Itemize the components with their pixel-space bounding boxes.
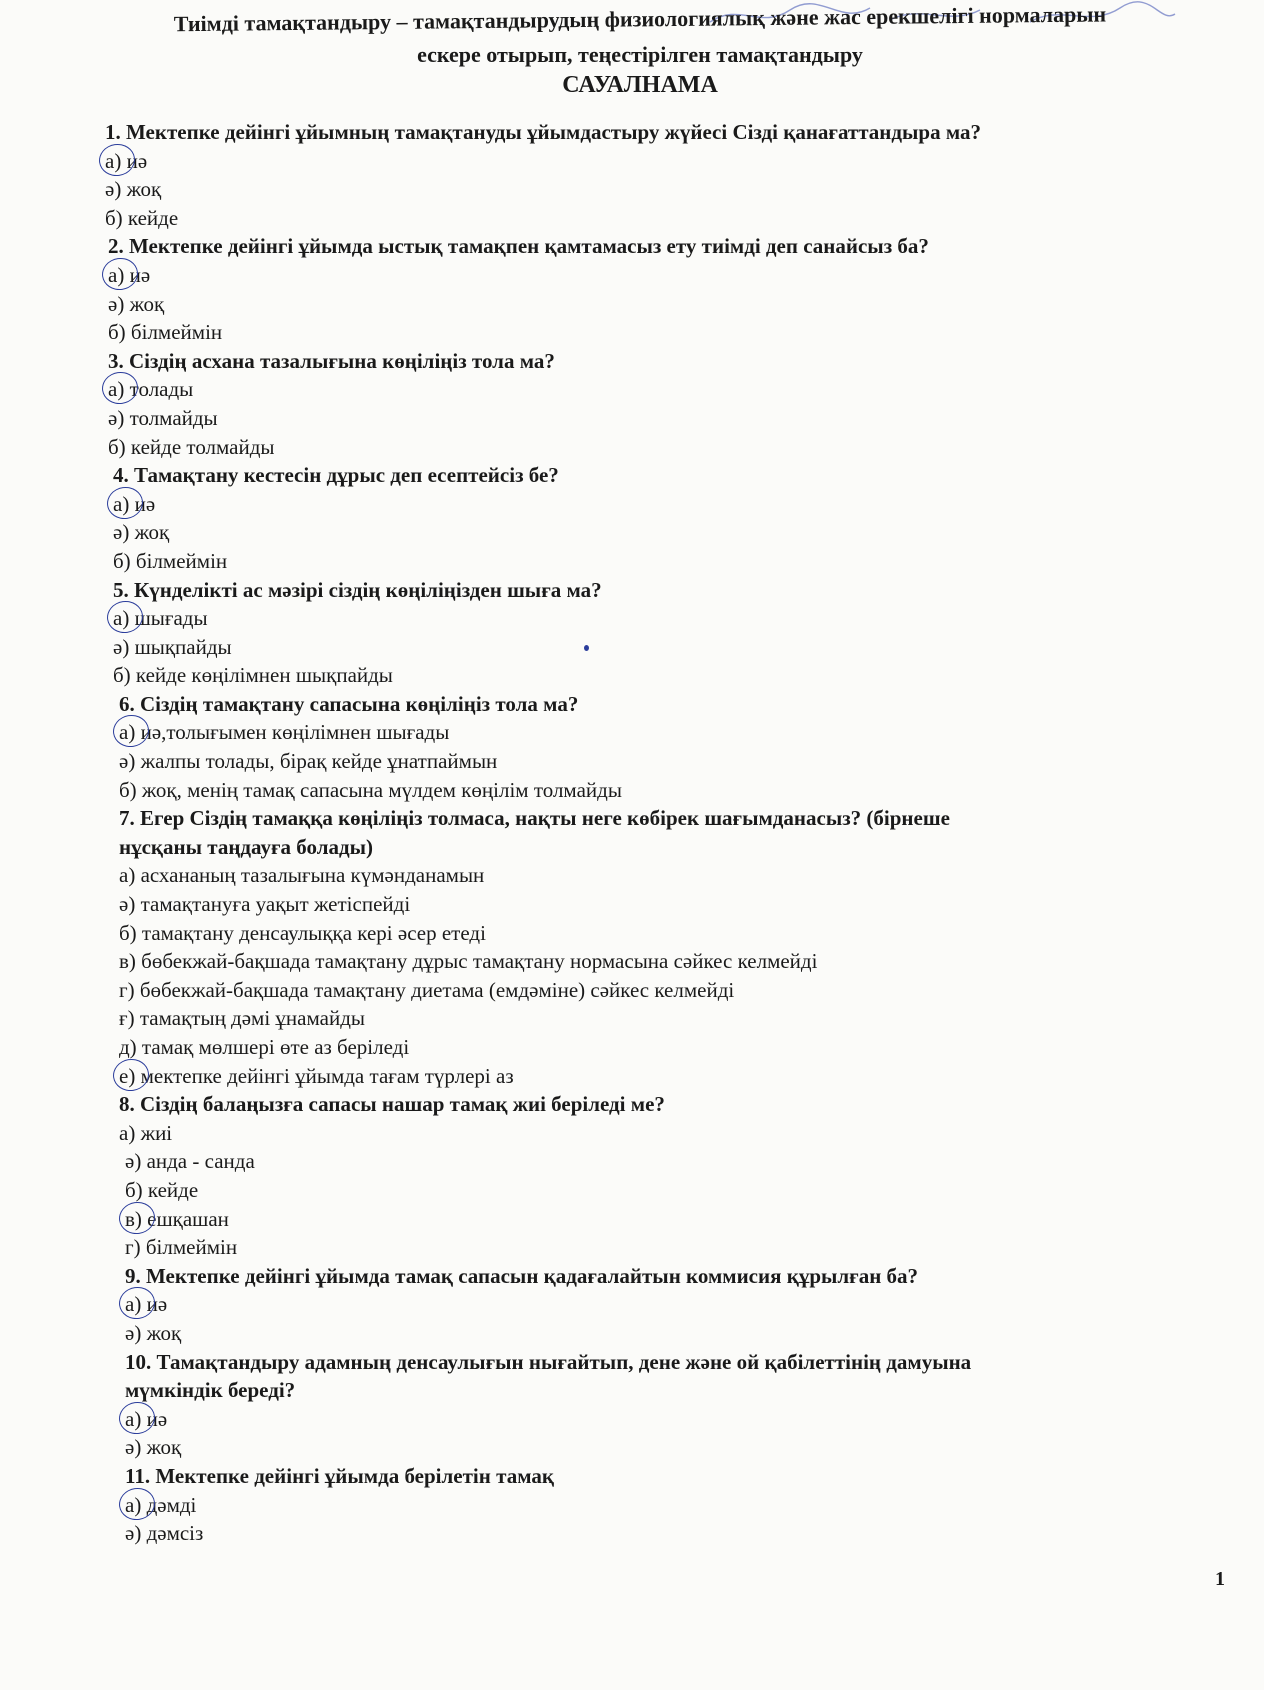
option-text: шығады (129, 606, 208, 631)
answer-option (105, 604, 1185, 633)
document-header (100, 1, 1180, 100)
question-line (105, 347, 1185, 376)
answer-option (105, 661, 1185, 690)
answer-option (105, 1176, 1185, 1205)
questionnaire (105, 118, 1185, 1548)
question-text: 1. Мектепке дейінгі ұйымның тамақтануды ұйымдастыру жүйесі Сізді қанағаттандыра ма? (105, 120, 982, 144)
answer-option (105, 1433, 1185, 1462)
answer-option (105, 1147, 1185, 1176)
option-text: д) тамақ мөлшері өте аз беріледі (119, 1035, 410, 1059)
answer-option (105, 633, 1185, 662)
answer-option (105, 261, 1185, 290)
question-text: 10. Тамақтандыру адамның денсаулығын нығайтып, дене және ой қабілеттінің дамуына (125, 1349, 972, 1374)
question-text: 5. Күнделікті ас мәзірі сіздің көңіліңізден шыға ма? (113, 577, 602, 602)
option-text: б) кейде (125, 1177, 199, 1202)
answer-option (105, 147, 1185, 176)
option-text: б) тамақтану денсаулыққа кері әсер етеді (119, 920, 486, 945)
option-letter: а) (113, 604, 129, 633)
answer-option (105, 1233, 1185, 1262)
question-line (105, 690, 1185, 719)
option-letter: в) (125, 1205, 142, 1234)
question-text: 3. Сіздің асхана тазалығына көңіліңіз тола ма? (108, 348, 555, 373)
option-text: ә) шықпайды (113, 634, 232, 659)
question-text: мүмкіндік береді? (125, 1378, 296, 1403)
answer-option (105, 747, 1185, 776)
option-text: г) бөбекжай-бақшада тамақтану диетама (емдәміне) сәйкес келмейді (119, 977, 735, 1002)
header-title: САУАЛНАМА (562, 72, 718, 98)
option-text: иә (141, 1406, 168, 1431)
answer-option (105, 776, 1185, 805)
answer-option (105, 890, 1185, 919)
option-text: мектепке дейінгі ұйымда тағам түрлері аз (135, 1063, 514, 1088)
answer-option (105, 175, 1185, 204)
option-text: ә) тамақтануға уақыт жетіспейді (119, 892, 411, 917)
option-text: иә (141, 1292, 168, 1317)
option-text: ә) жоқ (113, 520, 170, 545)
option-letter: е) (119, 1062, 135, 1091)
option-text: ешқашан (141, 1206, 229, 1231)
option-text: толады (124, 377, 194, 402)
question-line (105, 461, 1185, 490)
answer-option (105, 1519, 1185, 1548)
question-text: 11. Мектепке дейінгі ұйымда берілетін тамақ (125, 1463, 554, 1488)
question-line (105, 1262, 1185, 1291)
option-letter: а) (108, 261, 124, 290)
question-line (105, 1090, 1185, 1119)
option-letter: а) (108, 375, 124, 404)
pen-mark (584, 645, 589, 651)
option-text: б) кейде көңілімнен шықпайды (113, 663, 393, 688)
header-line-2: ескере отырып, теңестірілген тамақтандыру (417, 42, 863, 67)
option-text: б) жоқ, менің тамақ сапасына мүлдем көңілім толмайды (119, 777, 622, 802)
option-text: б) білмеймін (113, 548, 228, 573)
answer-option (105, 976, 1185, 1005)
option-text: иә (124, 262, 151, 287)
option-text: ә) анда - санда (125, 1149, 255, 1174)
option-text: а) асхананың тазалығына күмәнданамын (119, 863, 485, 888)
option-letter: а) (105, 147, 121, 176)
header-line-1: Тиімді тамақтандыру – тамақтандырудың физиологиялық және жас ерекшелігі нормаларын (173, 1, 1107, 37)
option-text: ә) толмайды (108, 405, 218, 430)
option-text: иә,толығымен көңілімнен шығады (135, 720, 450, 745)
question-line (105, 118, 1185, 147)
question-text: 9. Мектепке дейінгі ұйымда тамақ сапасын қадағалайтын коммисия құрылған ба? (125, 1263, 919, 1288)
question-line (105, 1348, 1185, 1377)
option-text: ә) жалпы толады, бірақ кейде ұнатпаймын (119, 749, 498, 774)
answer-option (105, 1033, 1185, 1062)
option-text: ә) жоқ (125, 1435, 182, 1460)
question-line (105, 804, 1185, 833)
option-text: дәмді (141, 1492, 197, 1517)
question-text: нұсқаны таңдауға болады) (119, 834, 374, 859)
answer-option (105, 1405, 1185, 1434)
answer-option (105, 919, 1185, 948)
option-letter: а) (125, 1491, 141, 1520)
option-letter: а) (125, 1405, 141, 1434)
option-text: иә (121, 148, 148, 173)
answer-option (105, 433, 1185, 462)
answer-option (105, 861, 1185, 890)
option-text: ә) жоқ (108, 291, 165, 316)
option-text: б) кейде (105, 205, 179, 230)
option-letter: а) (125, 1290, 141, 1319)
answer-option (105, 1290, 1185, 1319)
answer-option (105, 318, 1185, 347)
question-line (105, 1462, 1185, 1491)
option-letter: а) (113, 490, 129, 519)
question-line (105, 1376, 1185, 1405)
answer-option (105, 1119, 1185, 1148)
option-text: в) бөбекжай-бақшада тамақтану дұрыс тамақтану нормасына сәйкес келмейді (119, 949, 818, 974)
option-text: ә) дәмсіз (125, 1521, 204, 1546)
question-text: 6. Сіздің тамақтану сапасына көңіліңіз тола ма? (119, 691, 579, 716)
question-text: 7. Егер Сіздің тамаққа көңіліңіз толмаса, нақты неге көбірек шағымданасыз? (бірнеше (119, 806, 950, 831)
answer-option (105, 490, 1185, 519)
option-text: ғ) тамақтың дәмі ұнамайды (119, 1006, 365, 1031)
answer-option (105, 404, 1185, 433)
answer-option (105, 1004, 1185, 1033)
answer-option (105, 1062, 1185, 1091)
answer-option (105, 1319, 1185, 1348)
option-text: г) білмеймін (125, 1235, 238, 1260)
answer-option (105, 518, 1185, 547)
option-letter: а) (119, 718, 135, 747)
answer-option (105, 375, 1185, 404)
answer-option (105, 290, 1185, 319)
question-line (105, 833, 1185, 862)
option-text: а) жиі (119, 1120, 173, 1145)
answer-option (105, 947, 1185, 976)
option-text: ә) жоқ (125, 1320, 182, 1345)
option-text: ә) жоқ (105, 177, 162, 202)
option-text: иә (129, 491, 156, 516)
question-text: 2. Мектепке дейінгі ұйымда ыстық тамақпен қамтамасыз ету тиімді деп санайсыз ба? (108, 234, 929, 259)
option-text: б) кейде толмайды (108, 434, 275, 459)
page-number: 1 (1215, 1568, 1225, 1590)
answer-option (105, 204, 1185, 233)
answer-option (105, 547, 1185, 576)
option-text: б) білмеймін (108, 320, 223, 345)
question-line (105, 576, 1185, 605)
answer-option (105, 1491, 1185, 1520)
question-text: 4. Тамақтану кестесін дұрыс деп есептейсіз бе? (113, 463, 559, 488)
answer-option (105, 1205, 1185, 1234)
question-line (105, 232, 1185, 261)
answer-option (105, 718, 1185, 747)
question-text: 8. Сіздің балаңызға сапасы нашар тамақ жиі беріледі ме? (119, 1092, 665, 1117)
